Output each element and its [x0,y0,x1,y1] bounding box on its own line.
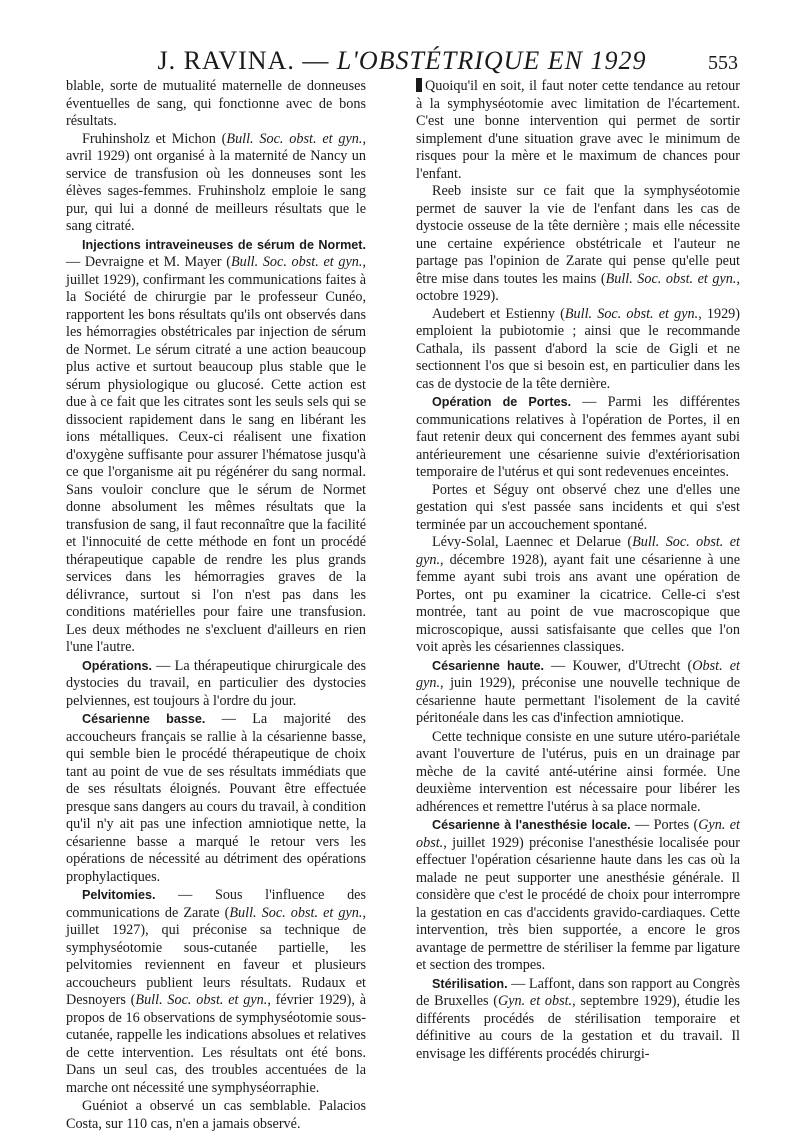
running-title [66,46,738,76]
paragraph-text: , avril 1929) ont organisé à la maternité de Nancy un service de transfusion où les donneuses sont les élèves sages-femmes. Fruhinsholz emploie le sang pur, qui lui a donné de meilleurs résultats que le sang citraté. [66,130,366,234]
paragraph [66,1098,366,1133]
paragraph [66,237,366,657]
header-title: L'OBSTÉTRIQUE EN 1929 [336,46,647,75]
paragraph [416,78,740,183]
paragraph-text: , décembre 1928), ayant fait une césarienne à une femme ayant subi trois ans avant une opération de Portes, ont pu examiner la cicatrice. Celle-ci s'est montrée, tant au point de vue macroscopique que microscopique, aussi satisfaisante que celles que l'on voit après les césariennes classiques. [416,551,740,655]
paragraph-text: , 1929) emploient la pubiotomie ; ainsi que le recommande Cathala, ils passent d'abord la scie de Gigli et ne sectionnent l'os que si besoin est, en particulier dans les cas de dystocie de la tête dernière. [416,305,740,392]
paragraph [416,817,740,975]
paragraph-text: blable, sorte de mutualité maternelle de donneuses éventuelles de sang, qui fonctionne avec de bons résultats. [66,78,366,129]
paragraph-text: , septembre 1929), étudie les différents procédés de stérilisation temporaire et définitive au cours de la gestation et du travail. Il envisage les différents procédés chirurgi- [416,993,740,1062]
citation: Bull. Soc. obst. et gyn. [226,130,363,147]
paragraph-text: — Devraigne et M. Mayer ( [66,254,231,270]
paragraph-text: Reeb insiste sur ce fait que la symphyséotomie permet de sauver la vie de l'enfant dans les cas de dystocie osseuse de la tête dernière ; mais elle nécessite une certaine expérience obstétricale et l'auteur ne partage pas l'opinion de Zarate qui pense qu'elle peut être mise dans toutes les mains ( [416,183,740,287]
paragraph [66,887,366,1097]
paragraph-text: , février 1929), à propos de 16 observations de symphyséotomie sous-cutanée, rappelle les indications absolues et relatives de cette intervention. Les résultats ont été bons. Dans un seul cas, des troubles accentuées de la marche ont nécessité une symphyséorraphie. [66,992,366,1096]
paragraph [66,78,366,131]
paragraph-text: , juillet 1927), qui préconise sa technique de symphyséotomie sous-cutanée partielle, les pelvitomies reviennent en faveur et plusieurs accoucheurs publient leurs résultats. Rudaux et Desnoyers ( [66,904,366,1008]
paragraph [66,658,366,711]
paragraph-text: Audebert et Estienny ( [432,305,565,322]
paragraph-text: Guéniot a observé un cas semblable. Palacios Costa, sur 110 cas, n'en a jamais observé. [66,1098,366,1132]
citation: Bull. Soc. obst. et gyn. [229,904,363,921]
paragraph [416,729,740,817]
paragraph-text: Portes et Séguy ont observé chez une d'elles une gestation qui s'est passée sans incidents et qui s'est terminée par un accouchement spontané. [416,481,740,533]
paragraph [416,306,740,394]
paragraph [66,711,366,886]
paragraph-text: — La majorité des accoucheurs français se rallie à la césarienne basse, qui semble bien le procédé thérapeutique de choix tant au point de vue de ses résultats immédiats que de ses résultats éloignés. Pouvant être effectuée presque sans dangers au cours du travail, à condition qu'il n'y ait pas une infection amniotique nette, la césarienne basse a marqué le retour vers les opérations de nécessité au détriment des opérations prophylactiques. [66,711,367,885]
paragraph-text: Quoiqu'il en soit, il faut noter cette tendance au retour à la symphyséotomie avec limitation de l'écartement. C'est une bonne intervention qui permet de sortir simplement d'une situation grave avec le minimum de risques pour la mère et le maximum de chances pour l'enfant. [416,78,740,182]
paragraph [416,482,740,535]
paragraph-text: Lévy-Solal, Laennec et Delarue ( [432,534,633,550]
right-column [416,78,740,1063]
paragraph-text: , juillet 1929), confirmant les communications faites à la Société de chirurgie par le professeur Cunéo, rapportent les bons résultats qu'ils ont observés dans les hémorragies obstétricales par injection de sérum de Normet. Le sérum citraté a une action beaucoup plus active et surtout beaucoup plus stable que le sérum physiologique ou glucosé. Cette action est due à ce fait que les citrates sont les seuls sels qui se dissocient rapidement dans le sang en libérant les ions métalliques. Ceux-ci réalisent une fixation d'oxygène suffisante pour assurer l'hématose jusqu'à ce que l'organisme ait pu régénérer du sang normal. Sans vouloir conclure que le sérum de Normet donne absolument les mêmes résultats que la transfusion de sang, il faut reconnaître que la facilité et l'innocuité de cette méthode en font un procédé thérapeutique capable de rendre les plus grands services dans les hémorragies graves de la délivrance, surtout si l'on n'est pas dans les conditions matérielles pour faire une transfusion. Les deux méthodes ne s'excluent d'ailleurs en rien l'une l'autre. [66,254,366,655]
paragraph [416,183,740,306]
citation: Bull. Soc. obst. et gyn. [605,270,737,287]
paragraph-text: — La thérapeutique chirurgicale des dystocies du travail, en particulier des dystocies pelviennes, est toujours à l'ordre du jour. [66,657,366,709]
section-heading: Stérilisation. [432,976,508,991]
paragraph-text: Fruhinsholz et Michon ( [82,130,227,147]
section-heading: Césarienne à l'anesthésie locale. [432,818,631,832]
citation: Bull. Soc. obst. et gyn. [564,305,699,322]
citation: Bull. Soc. obst. et gyn. [416,534,740,568]
section-heading: Opération de Portes. [432,395,572,409]
citation: Bull. Soc. obst. et gyn. [135,992,268,1008]
paragraph [416,976,740,1064]
section-heading: Opérations. [82,658,152,673]
section-heading: Injections intraveineuses de sérum de Normet. [82,237,366,252]
margin-mark-icon [416,78,422,92]
paragraph-text: — Kouwer, d'Utrecht ( [544,657,693,674]
left-column [66,78,366,1133]
section-heading: Césarienne haute. [432,658,545,673]
paragraph-text: , juillet 1929) préconise l'anesthésie localisée pour effectuer l'opération césarienne haute dans les cas où la malade ne peut supporter une anesthésie générale. Il considère que c'est le procédé de choix pour interrompre la gestation en cas d'accidents gravido-cardiaques. Cette intervention, très bien supportée, a encore le gros avantage de permettre de stériliser la femme par ligature et section des trompes. [416,834,740,973]
paragraph-text: Cette technique consiste en une suture utéro-pariétale avant l'ouverture de l'utérus, puis en un drainage par mèche de la cavité anté-utérine ainsi formée. Une deuxième intervention est nécessaire pour libérer les adhérences et remettre l'utérus à sa place normale. [416,728,740,815]
paragraph [416,534,740,657]
section-heading: Césarienne basse. [82,712,206,726]
paragraph-text: , octobre 1929). [416,270,740,304]
paragraph [416,394,740,482]
header-author: J. RAVINA. — [157,46,337,75]
paragraph-text: — Laffont, dans son rapport au Congrès de Bruxelles ( [416,975,740,1009]
running-header [66,46,738,80]
citation: Gyn. et obst. [497,993,573,1009]
page-number: 553 [708,52,738,74]
citation: Bull. Soc. obst. et gyn. [230,254,363,270]
citation: Obst. et gyn. [416,657,740,691]
paragraph [66,131,366,236]
citation: Gyn. et obst. [416,817,740,851]
paragraph-text: — Parmi les différentes communications relatives à l'opération de Portes, il en faut retenir deux qui concernent des femmes ayant subi antérieurement une césarienne suivie d'extériorisation temporaire de l'utérus et qui sont redevenues enceintes. [416,394,740,480]
paragraph-text: — Portes ( [630,817,699,833]
paragraph-text: , juin 1929), préconise une nouvelle technique de césarienne haute permettant l'isolement de la cavité péritonéale dans les cas d'infection amniotique. [416,675,740,726]
section-heading: Pelvitomies. [82,888,156,902]
paragraph-text: — Sous l'influence des communications de Zarate ( [66,887,366,921]
paragraph [416,658,740,728]
